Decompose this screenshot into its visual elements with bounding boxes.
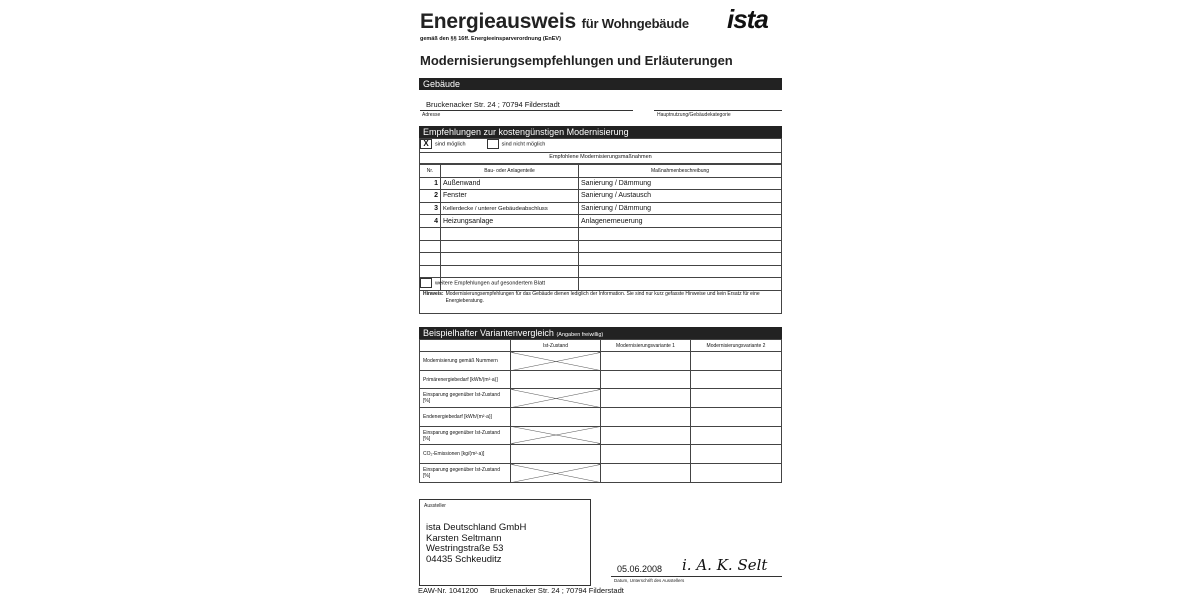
table-row bbox=[420, 177, 782, 190]
certificate-subtitle: für Wohngebäude bbox=[581, 16, 689, 31]
issuer-address bbox=[426, 523, 526, 565]
variant-row-label: Einsparung gegenüber Ist-Zustand [%] bbox=[420, 389, 511, 408]
table-row bbox=[420, 445, 782, 464]
category-caption: Hauptnutzung/Gebäudekategorie bbox=[657, 112, 731, 118]
col-part: Bau- oder Anlagenteile bbox=[441, 165, 579, 178]
table-row bbox=[420, 408, 782, 427]
row-measure: Sanierung / Austausch bbox=[579, 190, 782, 203]
possible-label: sind möglich bbox=[435, 141, 466, 148]
address-line bbox=[420, 110, 633, 111]
table-row bbox=[420, 215, 782, 228]
certificate-title: Energieausweis für Wohngebäude bbox=[420, 10, 689, 33]
measures-heading: Empfohlene Modernisierungsmaßnahmen bbox=[419, 151, 782, 164]
variants-table bbox=[419, 339, 782, 483]
issuer-line-1: ista Deutschland GmbH bbox=[426, 522, 527, 533]
footer-address: Bruckenacker Str. 24 ; 70794 Filderstadt bbox=[490, 586, 624, 595]
not-possible-label: sind nicht möglich bbox=[501, 141, 546, 148]
variants-header-row bbox=[420, 340, 782, 352]
issue-date: 05.06.2008 bbox=[617, 564, 663, 574]
legal-reference: gemäß den §§ 16ff. Energieeinsparverordnung (EnEV) bbox=[420, 36, 561, 42]
note-label: Hinweis: bbox=[423, 291, 444, 297]
row-part: Heizungsanlage bbox=[441, 215, 579, 228]
crossed-cell bbox=[511, 426, 601, 445]
date-caption: Datum, Unterschrift des Ausstellers bbox=[614, 578, 685, 583]
further-label: weitere Empfehlungen auf gesondertem Blatt bbox=[435, 280, 546, 287]
row-part: Fenster bbox=[441, 190, 579, 203]
recommendations-bar: Empfehlungen zur kostengünstigen Modernisierung bbox=[419, 126, 782, 138]
building-bar: Gebäude bbox=[419, 78, 782, 90]
handwritten-signature: i. A. K. Selt bbox=[682, 556, 768, 574]
variants-bar-note: (Angaben freiwillig) bbox=[556, 332, 604, 338]
row-measure: Sanierung / Dämmung bbox=[579, 202, 782, 215]
note-text: Modernisierungsempfehlungen für das Gebäude dienen lediglich der Information. Sie sind nur kurz gefasste Hinweise und kein Ersatz für eine Energieberatung. bbox=[445, 291, 760, 304]
variants-bar: Beispielhafter Variantenvergleich (Angaben freiwillig) bbox=[419, 327, 782, 339]
empty-row bbox=[420, 265, 782, 278]
issuer-box bbox=[419, 499, 591, 586]
ista-logo: ista bbox=[727, 4, 768, 34]
row-part: Kellerdecke / unterer Gebäudeabschluss bbox=[441, 202, 579, 215]
signature-line bbox=[611, 576, 782, 577]
note-box bbox=[419, 289, 782, 314]
issuer-caption: Aussteller bbox=[424, 503, 446, 509]
col-nr: Nr. bbox=[420, 165, 441, 178]
variant-row-label: Einsparung gegenüber Ist-Zustand [%] bbox=[420, 426, 511, 445]
possible-checkbox[interactable]: X bbox=[420, 139, 432, 149]
issuer-line-3: Westringstraße 53 bbox=[426, 543, 504, 554]
variant-row-label: CO₂-Emissionen [kg/(m²·a)] bbox=[420, 445, 511, 464]
col-measure: Maßnahmenbeschreibung bbox=[579, 165, 782, 178]
eaw-number: EAW-Nr. 1041200 bbox=[418, 586, 479, 595]
row-part: Außenwand bbox=[441, 177, 579, 190]
crossed-cell bbox=[511, 464, 601, 483]
measures-table bbox=[419, 164, 782, 291]
col-variant-2: Modernisierungsvariante 2 bbox=[691, 340, 782, 352]
further-checkbox[interactable] bbox=[420, 278, 432, 288]
row-nr: 1 bbox=[420, 177, 441, 190]
table-row bbox=[420, 389, 782, 408]
row-measure: Anlagenerneuerung bbox=[579, 215, 782, 228]
table-row bbox=[420, 370, 782, 389]
empty-row bbox=[420, 253, 782, 266]
empty-row bbox=[420, 227, 782, 240]
table-row bbox=[420, 426, 782, 445]
col-ist: Ist-Zustand bbox=[511, 340, 601, 352]
row-nr: 4 bbox=[420, 215, 441, 228]
not-possible-checkbox[interactable] bbox=[487, 139, 499, 149]
variant-row-label: Modernisierung gemäß Nummern bbox=[420, 352, 511, 371]
issuer-line-2: Karsten Seltmann bbox=[426, 532, 502, 544]
col-variant-1: Modernisierungsvariante 1 bbox=[601, 340, 691, 352]
table-row bbox=[420, 190, 782, 203]
empty-row bbox=[420, 240, 782, 253]
address-value: Bruckenacker Str. 24 ; 70794 Filderstadt bbox=[426, 100, 560, 109]
address-caption: Adresse bbox=[422, 112, 441, 118]
table-row bbox=[420, 202, 782, 215]
row-nr: 2 bbox=[420, 190, 441, 203]
variant-row-label: Primärenergiebedarf [kWh/(m²·a)] bbox=[420, 370, 511, 389]
measures-header-row bbox=[420, 165, 782, 178]
issuer-line-4: 04435 Schkeuditz bbox=[426, 553, 502, 565]
variant-row-label: Endenergiebedarf [kWh/(m²·a)] bbox=[420, 408, 511, 427]
crossed-cell bbox=[511, 389, 601, 408]
category-line bbox=[654, 110, 782, 111]
crossed-cell bbox=[511, 352, 601, 371]
row-measure: Sanierung / Dämmung bbox=[579, 177, 782, 190]
variant-row-label: Einsparung gegenüber Ist-Zustand [%] bbox=[420, 464, 511, 483]
section-title: Modernisierungsempfehlungen und Erläuterungen bbox=[420, 53, 733, 68]
table-row bbox=[420, 464, 782, 483]
energy-certificate-page bbox=[414, 0, 788, 600]
table-row bbox=[420, 352, 782, 371]
row-nr: 3 bbox=[420, 202, 441, 215]
